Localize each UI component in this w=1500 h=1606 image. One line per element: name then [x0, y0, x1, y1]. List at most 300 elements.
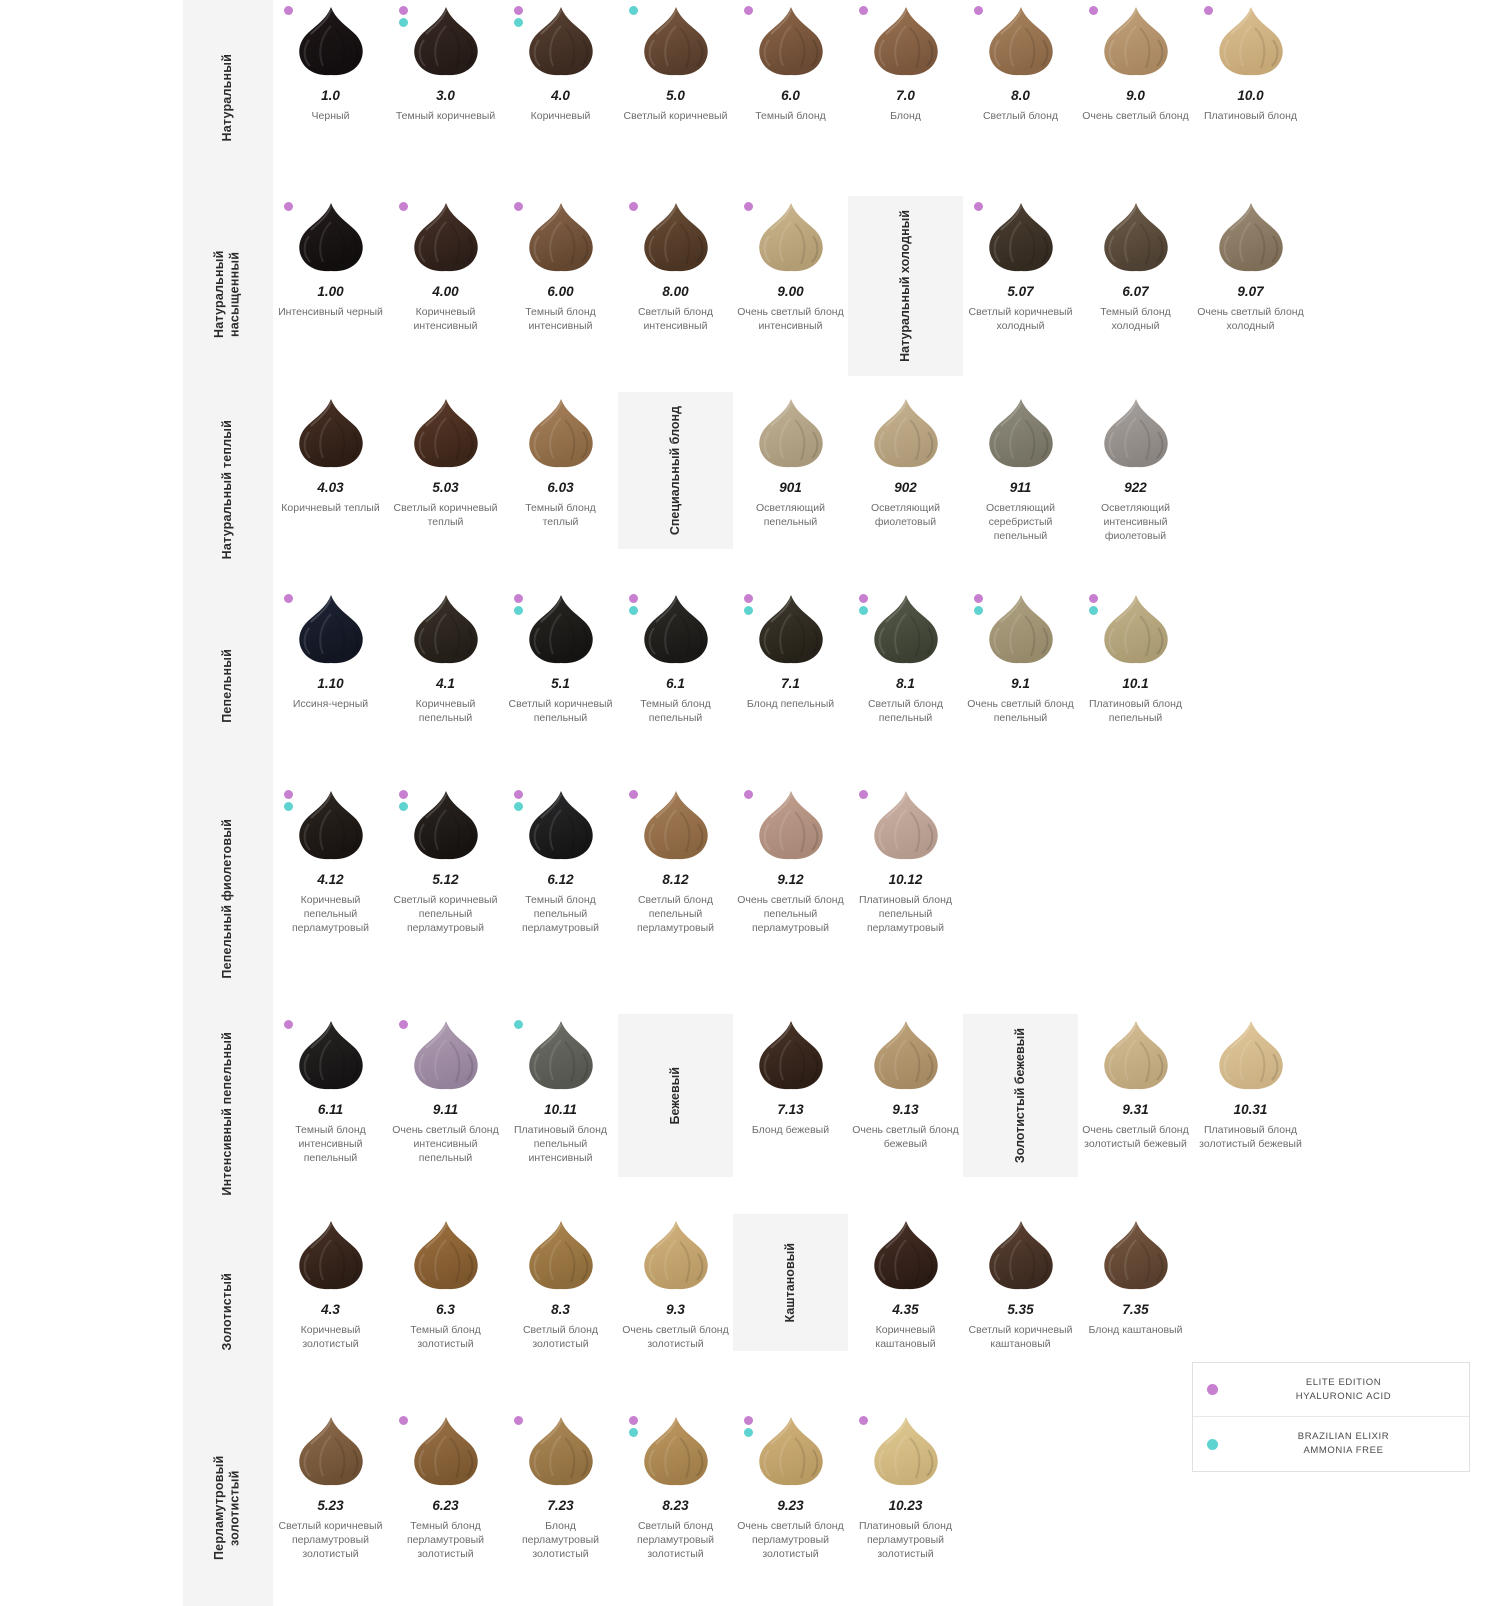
brazilian-elixir-dot-icon	[514, 1020, 523, 1029]
subcategory-label-text: Бежевый	[667, 1066, 682, 1125]
shade-cell[interactable]	[1193, 0, 1308, 123]
shade-description: Светлый блонд	[982, 110, 1059, 122]
shade-code: 5.03	[432, 480, 459, 495]
shade-cell[interactable]	[273, 0, 388, 123]
shade-description: Светлый коричневый перламутровый золотистый	[278, 1520, 383, 1561]
chart-row	[0, 196, 1500, 392]
swatch-wrapper	[1096, 1020, 1176, 1094]
shade-description: Иссиня-черный	[292, 698, 369, 710]
elite-edition-dot-icon	[744, 6, 753, 15]
hair-swatch-icon	[412, 1220, 480, 1290]
shade-description: Платиновый блонд	[1203, 110, 1298, 122]
shade-cell[interactable]	[273, 1410, 388, 1562]
shade-cell[interactable]	[618, 196, 733, 333]
shade-description: Платиновый блонд пепельный	[1088, 698, 1183, 725]
hair-swatch-icon	[412, 1416, 480, 1486]
elite-edition-dot-icon	[974, 594, 983, 603]
shade-code: 8.0	[1011, 88, 1030, 103]
badge-dots	[514, 6, 523, 27]
brazilian-elixir-dot-icon	[974, 606, 983, 615]
elite-edition-dot-icon	[629, 1416, 638, 1425]
hair-swatch-icon	[757, 398, 825, 468]
badge-dots	[859, 1416, 868, 1425]
shade-code: 10.23	[888, 1498, 923, 1513]
swatch-wrapper	[751, 6, 831, 80]
badge-dots	[284, 6, 293, 15]
swatch-wrapper	[291, 1220, 371, 1294]
elite-edition-dot-icon	[859, 6, 868, 15]
swatch-group	[273, 1214, 1193, 1351]
shade-cell[interactable]	[388, 588, 503, 725]
swatch-wrapper	[1096, 202, 1176, 276]
shade-cell[interactable]	[388, 1214, 503, 1351]
shade-cell[interactable]	[618, 1214, 733, 1351]
shade-code: 10.0	[1237, 88, 1264, 103]
elite-edition-dot-icon	[284, 202, 293, 211]
shade-description: Осветляющий пепельный	[755, 502, 825, 529]
badge-dots	[1089, 6, 1098, 15]
shade-description: Платиновый блонд пепельный интенсивный	[513, 1124, 608, 1165]
shade-code: 9.1	[1011, 676, 1030, 691]
swatch-wrapper	[1096, 1220, 1176, 1294]
brazilian-elixir-dot-icon	[514, 18, 523, 27]
shade-code: 902	[894, 480, 917, 495]
brazilian-elixir-dot-icon	[399, 18, 408, 27]
badge-dots	[399, 1416, 408, 1425]
swatch-wrapper	[521, 6, 601, 80]
hair-swatch-icon	[872, 1416, 940, 1486]
hair-swatch-icon	[527, 1220, 595, 1290]
badge-dots	[399, 6, 408, 27]
badge-dots	[1089, 594, 1098, 615]
category-label-text: Перламутровый золотистый	[212, 1455, 242, 1561]
elite-edition-dot-icon	[744, 202, 753, 211]
swatch-wrapper	[1211, 6, 1291, 80]
shade-cell[interactable]	[848, 1410, 963, 1562]
shade-description: Блонд каштановый	[1088, 1324, 1183, 1336]
hair-swatch-icon	[297, 790, 365, 860]
hair-swatch-icon	[1102, 1220, 1170, 1290]
hair-swatch-icon	[527, 1416, 595, 1486]
shade-code: 9.07	[1237, 284, 1264, 299]
hair-swatch-icon	[1102, 6, 1170, 76]
shade-code: 8.12	[662, 872, 689, 887]
shade-cell[interactable]	[848, 588, 963, 725]
category-label-text: Пепельный фиолетовый	[220, 819, 235, 979]
shade-code: 9.11	[432, 1102, 459, 1117]
elite-edition-dot-icon	[974, 202, 983, 211]
hair-swatch-icon	[872, 398, 940, 468]
category-label	[183, 1014, 273, 1214]
shade-cell[interactable]	[733, 196, 848, 333]
swatch-wrapper	[636, 202, 716, 276]
shade-code: 9.13	[892, 1102, 919, 1117]
shade-code: 6.12	[547, 872, 574, 887]
shade-description: Светлый коричневый пепельный перламутровый	[393, 894, 498, 935]
hair-swatch-icon	[872, 1020, 940, 1090]
shade-cell[interactable]	[963, 392, 1078, 544]
brazilian-elixir-dot-icon	[514, 606, 523, 615]
badge-dots	[629, 1416, 638, 1437]
shade-cell[interactable]	[733, 0, 848, 123]
shade-description: Темный блонд пепельный перламутровый	[521, 894, 600, 935]
shade-description: Коричневый каштановый	[875, 1324, 936, 1351]
shade-description: Коричневый	[530, 110, 591, 122]
category-label	[183, 196, 273, 392]
swatch-wrapper	[866, 790, 946, 864]
shade-description: Темный коричневый	[395, 110, 496, 122]
shade-description: Светлый блонд пепельный	[867, 698, 944, 725]
shade-cell[interactable]	[273, 196, 388, 319]
shade-cell[interactable]	[1078, 0, 1193, 123]
hair-swatch-icon	[642, 1220, 710, 1290]
shade-cell[interactable]	[963, 588, 1078, 725]
shade-code: 5.12	[432, 872, 459, 887]
hair-swatch-icon	[412, 6, 480, 76]
shade-code: 6.1	[666, 676, 685, 691]
swatch-wrapper	[866, 1020, 946, 1094]
shade-cell[interactable]	[963, 1214, 1078, 1351]
swatch-wrapper	[406, 594, 486, 668]
swatch-wrapper	[406, 398, 486, 472]
legend	[1192, 1362, 1470, 1472]
swatch-group	[273, 588, 1193, 725]
hair-swatch-icon	[642, 594, 710, 664]
swatch-group	[273, 392, 1193, 549]
shade-code: 911	[1009, 480, 1032, 495]
shade-cell[interactable]	[848, 392, 963, 529]
elite-edition-dot-icon	[744, 790, 753, 799]
shade-code: 10.1	[1122, 676, 1149, 691]
elite-edition-dot-icon	[859, 1416, 868, 1425]
badge-dots	[974, 202, 983, 211]
swatch-wrapper	[981, 1220, 1061, 1294]
category-label-text: Натуральный теплый	[220, 420, 235, 560]
elite-edition-dot-icon	[744, 594, 753, 603]
swatch-wrapper	[751, 1020, 831, 1094]
shade-cell[interactable]	[848, 784, 963, 936]
badge-dots	[514, 594, 523, 615]
elite-edition-dot-icon	[1207, 1384, 1218, 1395]
badge-dots	[284, 202, 293, 211]
elite-edition-dot-icon	[399, 1416, 408, 1425]
badge-dots	[744, 1416, 753, 1437]
swatch-wrapper	[751, 1416, 831, 1490]
elite-edition-dot-icon	[1089, 6, 1098, 15]
badge-dots	[859, 594, 868, 615]
shade-description: Темный блонд холодный	[1100, 306, 1171, 333]
hair-swatch-icon	[1102, 594, 1170, 664]
elite-edition-dot-icon	[1204, 6, 1213, 15]
badge-dots	[744, 202, 753, 211]
elite-edition-dot-icon	[974, 6, 983, 15]
shade-description: Платиновый блонд золотистый бежевый	[1199, 1124, 1302, 1151]
shade-cell[interactable]	[733, 784, 848, 936]
swatch-wrapper	[1211, 202, 1291, 276]
shade-cell[interactable]	[388, 392, 503, 529]
hair-swatch-icon	[642, 1416, 710, 1486]
badge-dots	[744, 6, 753, 15]
shade-cell[interactable]	[273, 392, 388, 515]
swatch-wrapper	[291, 202, 371, 276]
shade-cell[interactable]	[503, 1214, 618, 1351]
shade-code: 7.1	[781, 676, 800, 691]
shade-description: Очень светлый блонд золотистый бежевый	[1082, 1124, 1189, 1151]
shade-code: 5.1	[551, 676, 570, 691]
shade-cell[interactable]	[503, 392, 618, 529]
hair-swatch-icon	[527, 6, 595, 76]
shade-cell[interactable]	[1078, 588, 1193, 725]
shade-cell[interactable]	[503, 588, 618, 725]
shade-cell[interactable]	[733, 1410, 848, 1562]
shade-cell[interactable]	[388, 1014, 503, 1166]
shade-description: Светлый коричневый теплый	[393, 502, 498, 529]
shade-cell[interactable]	[733, 392, 848, 529]
elite-edition-dot-icon	[514, 6, 523, 15]
brazilian-elixir-dot-icon	[514, 802, 523, 811]
swatch-wrapper	[636, 1416, 716, 1490]
subcategory-label-text: Каштановый	[782, 1242, 797, 1323]
elite-edition-dot-icon	[514, 790, 523, 799]
shade-cell[interactable]	[273, 588, 388, 711]
shade-description: Очень светлый блонд холодный	[1197, 306, 1304, 333]
swatch-wrapper	[981, 202, 1061, 276]
swatch-wrapper	[406, 1020, 486, 1094]
shade-code: 10.11	[544, 1102, 577, 1117]
shade-cell[interactable]	[848, 1014, 963, 1151]
swatch-wrapper	[866, 398, 946, 472]
hair-swatch-icon	[642, 6, 710, 76]
elite-edition-dot-icon	[514, 1416, 523, 1425]
shade-description: Светлый блонд интенсивный	[637, 306, 714, 333]
hair-swatch-icon	[297, 594, 365, 664]
badge-dots	[284, 1020, 293, 1029]
legend-item-label: BRAZILIAN ELIXIR AMMONIA FREE	[1297, 1431, 1390, 1457]
category-label-text: Натуральный	[220, 54, 235, 142]
hair-swatch-icon	[1217, 202, 1285, 272]
hair-swatch-icon	[987, 398, 1055, 468]
shade-code: 10.31	[1233, 1102, 1268, 1117]
elite-edition-dot-icon	[284, 790, 293, 799]
shade-cell[interactable]	[1078, 196, 1193, 333]
shade-description: Блонд бежевый	[751, 1124, 830, 1136]
shade-cell[interactable]	[733, 1014, 848, 1137]
shade-cell[interactable]	[1078, 1214, 1193, 1337]
shade-cell[interactable]	[848, 0, 963, 123]
shade-description: Осветляющий интенсивный фиолетовый	[1100, 502, 1170, 543]
swatch-wrapper	[866, 594, 946, 668]
shade-cell[interactable]	[848, 1214, 963, 1351]
subcategory-label-text: Натуральный холодный	[897, 210, 912, 362]
elite-edition-dot-icon	[514, 594, 523, 603]
shade-description: Очень светлый блонд	[1082, 110, 1189, 122]
hair-swatch-icon	[527, 1020, 595, 1090]
shade-cell[interactable]	[618, 588, 733, 725]
swatch-wrapper	[866, 6, 946, 80]
shade-code: 5.35	[1007, 1302, 1034, 1317]
swatch-wrapper	[751, 202, 831, 276]
chart-row	[0, 0, 1500, 196]
hair-swatch-icon	[987, 1220, 1055, 1290]
badge-dots	[744, 790, 753, 799]
swatch-wrapper	[636, 594, 716, 668]
swatch-wrapper	[1096, 398, 1176, 472]
shade-cell[interactable]	[618, 1410, 733, 1562]
badge-dots	[514, 790, 523, 811]
swatch-wrapper	[406, 202, 486, 276]
swatch-wrapper	[636, 6, 716, 80]
shade-cell[interactable]	[1193, 196, 1308, 333]
hair-swatch-icon	[1217, 6, 1285, 76]
hair-swatch-icon	[527, 398, 595, 468]
swatch-wrapper	[521, 594, 601, 668]
subcategory-label	[848, 196, 963, 376]
swatch-wrapper	[521, 398, 601, 472]
shade-cell[interactable]	[273, 1014, 388, 1166]
shade-code: 7.35	[1122, 1302, 1149, 1317]
shade-code: 8.23	[662, 1498, 689, 1513]
shade-description: Коричневый золотистый	[300, 1324, 361, 1351]
shade-cell[interactable]	[388, 1410, 503, 1562]
badge-dots	[399, 202, 408, 211]
shade-code: 4.12	[317, 872, 344, 887]
chart-row	[0, 392, 1500, 588]
swatch-group	[273, 784, 963, 936]
swatch-wrapper	[291, 594, 371, 668]
shade-cell[interactable]	[1078, 392, 1193, 544]
elite-edition-dot-icon	[284, 1020, 293, 1029]
swatch-wrapper	[291, 1416, 371, 1490]
shade-code: 9.00	[777, 284, 804, 299]
swatch-wrapper	[636, 1220, 716, 1294]
swatch-wrapper	[1211, 1020, 1291, 1094]
shade-description: Осветляющий фиолетовый	[870, 502, 940, 529]
shade-cell[interactable]	[273, 784, 388, 936]
shade-cell[interactable]	[503, 0, 618, 123]
shade-description: Блонд пепельный	[746, 698, 835, 710]
hair-swatch-icon	[297, 6, 365, 76]
hair-swatch-icon	[757, 1416, 825, 1486]
shade-cell[interactable]	[733, 588, 848, 711]
elite-edition-dot-icon	[1089, 594, 1098, 603]
hair-swatch-icon	[1102, 398, 1170, 468]
badge-dots	[514, 1020, 523, 1029]
shade-description: Светлый блонд золотистый	[522, 1324, 599, 1351]
shade-code: 1.10	[317, 676, 344, 691]
hair-swatch-icon	[757, 1020, 825, 1090]
shade-code: 9.0	[1126, 88, 1145, 103]
shade-code: 8.1	[896, 676, 915, 691]
shade-description: Темный блонд интенсивный пепельный	[295, 1124, 366, 1165]
shade-description: Очень светлый блонд интенсивный пепельный	[392, 1124, 499, 1165]
shade-code: 8.3	[551, 1302, 570, 1317]
hair-swatch-icon	[1217, 1020, 1285, 1090]
shade-cell[interactable]	[388, 196, 503, 333]
shade-description: Коричневый теплый	[281, 502, 380, 514]
legend-item	[1193, 1416, 1469, 1471]
shade-cell[interactable]	[503, 1014, 618, 1166]
shade-cell[interactable]	[618, 784, 733, 936]
badge-dots	[974, 594, 983, 615]
shade-code: 901	[779, 480, 802, 495]
shade-cell[interactable]	[963, 196, 1078, 333]
hair-swatch-icon	[412, 398, 480, 468]
hair-swatch-icon	[1102, 1020, 1170, 1090]
shade-description: Коричневый пепельный	[415, 698, 476, 725]
shade-description: Светлый коричневый холодный	[968, 306, 1073, 333]
shade-description: Черный	[311, 110, 350, 122]
shade-code: 7.0	[896, 88, 915, 103]
elite-edition-dot-icon	[284, 6, 293, 15]
shade-cell[interactable]	[963, 0, 1078, 123]
category-label-text: Золотистый	[220, 1273, 235, 1351]
shade-description: Светлый коричневый	[623, 110, 728, 122]
shade-description: Очень светлый блонд пепельный	[967, 698, 1074, 725]
shade-code: 6.07	[1122, 284, 1149, 299]
swatch-wrapper	[406, 1416, 486, 1490]
shade-cell[interactable]	[273, 1214, 388, 1351]
hair-swatch-icon	[1102, 202, 1170, 272]
shade-cell[interactable]	[1193, 1014, 1308, 1151]
swatch-wrapper	[406, 790, 486, 864]
shade-cell[interactable]	[388, 0, 503, 123]
badge-dots	[859, 790, 868, 799]
shade-cell[interactable]	[618, 0, 733, 123]
swatch-wrapper	[981, 398, 1061, 472]
shade-description: Платиновый блонд перламутровый золотистый	[858, 1520, 953, 1561]
shade-cell[interactable]	[1078, 1014, 1193, 1151]
shade-description: Темный блонд пепельный	[640, 698, 711, 725]
hair-swatch-icon	[987, 6, 1055, 76]
subcategory-label-text: Золотистый бежевый	[1012, 1028, 1027, 1164]
shade-cell[interactable]	[388, 784, 503, 936]
hair-swatch-icon	[412, 1020, 480, 1090]
shade-code: 4.1	[436, 676, 455, 691]
badge-dots	[629, 790, 638, 799]
elite-edition-dot-icon	[629, 790, 638, 799]
shade-cell[interactable]	[503, 196, 618, 333]
category-label	[183, 1410, 273, 1606]
subcategory-label	[963, 1014, 1078, 1177]
shade-cell[interactable]	[503, 1410, 618, 1562]
badge-dots	[399, 1020, 408, 1029]
swatch-wrapper	[521, 1220, 601, 1294]
hair-swatch-icon	[987, 202, 1055, 272]
shade-cell[interactable]	[503, 784, 618, 936]
shade-description: Очень светлый блонд бежевый	[852, 1124, 959, 1151]
swatch-wrapper	[636, 790, 716, 864]
swatch-wrapper	[1096, 6, 1176, 80]
hair-swatch-icon	[412, 202, 480, 272]
shade-code: 4.35	[892, 1302, 919, 1317]
shade-code: 5.23	[317, 1498, 344, 1513]
swatch-wrapper	[521, 202, 601, 276]
chart-row	[0, 784, 1500, 1014]
brazilian-elixir-dot-icon	[744, 606, 753, 615]
hair-swatch-icon	[527, 594, 595, 664]
shade-code: 9.12	[777, 872, 804, 887]
chart-row	[0, 1014, 1500, 1214]
hair-swatch-icon	[757, 594, 825, 664]
badge-dots	[859, 6, 868, 15]
elite-edition-dot-icon	[629, 594, 638, 603]
swatch-wrapper	[521, 790, 601, 864]
category-label	[183, 392, 273, 588]
hair-swatch-icon	[527, 202, 595, 272]
shade-code: 4.0	[551, 88, 570, 103]
shade-description: Платиновый блонд пепельный перламутровый	[858, 894, 953, 935]
shade-description: Темный блонд золотистый	[410, 1324, 481, 1351]
